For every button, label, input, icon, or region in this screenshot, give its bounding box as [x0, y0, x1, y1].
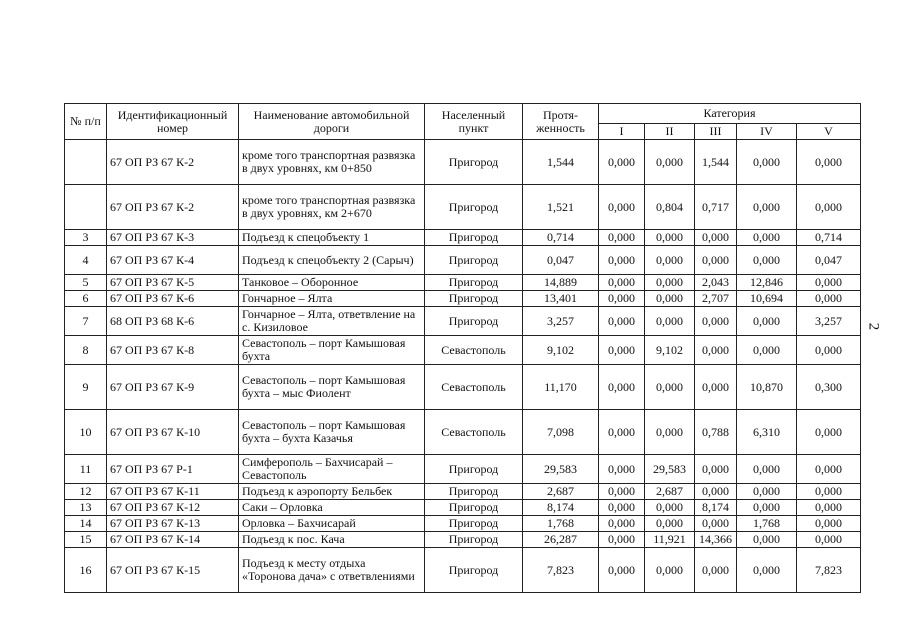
row-number: 16	[65, 548, 107, 593]
row-category-3: 0,000	[695, 516, 737, 532]
table-row	[65, 275, 861, 291]
row-length: 13,401	[523, 291, 599, 307]
row-category-4: 0,000	[737, 246, 797, 275]
row-category-3: 0,000	[695, 484, 737, 500]
row-category-2: 9,102	[645, 336, 695, 365]
row-category-3: 1,544	[695, 140, 737, 185]
row-category-3: 2,043	[695, 275, 737, 291]
row-road-name: Подъезд к пос. Кача	[239, 532, 425, 548]
row-place: Пригород	[425, 275, 523, 291]
table-row	[65, 336, 861, 365]
header-category: Категория	[599, 104, 861, 124]
row-length: 14,889	[523, 275, 599, 291]
row-category-4: 0,000	[737, 185, 797, 230]
row-category-2: 0,000	[645, 307, 695, 336]
row-category-1: 0,000	[599, 307, 645, 336]
row-length: 0,047	[523, 246, 599, 275]
row-category-2: 0,000	[645, 275, 695, 291]
row-category-4: 0,000	[737, 484, 797, 500]
row-number: 14	[65, 516, 107, 532]
row-id: 68 ОП РЗ 68 К-6	[107, 307, 239, 336]
row-road-name: кроме того транспортная развязка в двух уровнях, км 2+670	[239, 185, 425, 230]
row-category-2: 0,804	[645, 185, 695, 230]
row-number: 11	[65, 455, 107, 484]
row-place: Пригород	[425, 185, 523, 230]
table-row	[65, 185, 861, 230]
row-number	[65, 185, 107, 230]
row-length: 26,287	[523, 532, 599, 548]
row-category-5: 0,047	[797, 246, 861, 275]
row-category-1: 0,000	[599, 275, 645, 291]
row-road-name: Танковое – Оборонное	[239, 275, 425, 291]
table-row	[65, 291, 861, 307]
row-category-1: 0,000	[599, 455, 645, 484]
row-id: 67 ОП РЗ 67 К-4	[107, 246, 239, 275]
row-length: 1,521	[523, 185, 599, 230]
row-road-name: Подъезд к спецобъекту 2 (Сарыч)	[239, 246, 425, 275]
row-place: Пригород	[425, 532, 523, 548]
row-number: 7	[65, 307, 107, 336]
row-category-5: 0,000	[797, 185, 861, 230]
header-category-4: IV	[737, 124, 797, 140]
table-row	[65, 500, 861, 516]
header-num: № п/п	[65, 104, 107, 140]
row-category-4: 0,000	[737, 307, 797, 336]
row-number: 15	[65, 532, 107, 548]
header-id: Идентификационный номер	[107, 104, 239, 140]
row-road-name: Гончарное – Ялта, ответвление на с. Кизиловое	[239, 307, 425, 336]
table-row	[65, 246, 861, 275]
row-id: 67 ОП РЗ 67 К-8	[107, 336, 239, 365]
row-category-2: 11,921	[645, 532, 695, 548]
row-road-name: Севастополь – порт Камышовая бухта	[239, 336, 425, 365]
row-category-5: 0,000	[797, 500, 861, 516]
row-category-4: 12,846	[737, 275, 797, 291]
row-category-2: 2,687	[645, 484, 695, 500]
row-id: 67 ОП РЗ 67 К-13	[107, 516, 239, 532]
row-category-5: 0,000	[797, 336, 861, 365]
row-category-1: 0,000	[599, 500, 645, 516]
row-place: Пригород	[425, 230, 523, 246]
row-road-name: Севастополь – порт Камышовая бухта – бухта Казачья	[239, 410, 425, 455]
row-number: 4	[65, 246, 107, 275]
row-number: 3	[65, 230, 107, 246]
roads-table	[64, 103, 861, 593]
row-place: Севастополь	[425, 365, 523, 410]
row-category-1: 0,000	[599, 291, 645, 307]
row-category-1: 0,000	[599, 140, 645, 185]
row-category-5: 0,000	[797, 532, 861, 548]
header-category-3: III	[695, 124, 737, 140]
row-id: 67 ОП РЗ 67 К-3	[107, 230, 239, 246]
table-row	[65, 455, 861, 484]
row-category-4: 10,694	[737, 291, 797, 307]
row-length: 2,687	[523, 484, 599, 500]
row-category-3: 14,366	[695, 532, 737, 548]
row-category-1: 0,000	[599, 365, 645, 410]
row-category-5: 0,714	[797, 230, 861, 246]
row-category-1: 0,000	[599, 185, 645, 230]
row-number: 5	[65, 275, 107, 291]
row-length: 1,544	[523, 140, 599, 185]
row-category-2: 0,000	[645, 230, 695, 246]
row-category-4: 0,000	[737, 532, 797, 548]
row-id: 67 ОП РЗ 67 К-14	[107, 532, 239, 548]
row-category-4: 1,768	[737, 516, 797, 532]
row-road-name: Севастополь – порт Камышовая бухта – мыс Фиолент	[239, 365, 425, 410]
row-length: 1,768	[523, 516, 599, 532]
row-length: 0,714	[523, 230, 599, 246]
row-length: 7,823	[523, 548, 599, 593]
row-category-3: 0,000	[695, 548, 737, 593]
row-place: Пригород	[425, 484, 523, 500]
table-row	[65, 230, 861, 246]
row-number: 10	[65, 410, 107, 455]
table-row	[65, 140, 861, 185]
table-row	[65, 410, 861, 455]
row-category-2: 0,000	[645, 500, 695, 516]
row-id: 67 ОП РЗ 67 К-2	[107, 185, 239, 230]
table-row	[65, 516, 861, 532]
row-road-name: кроме того транспортная развязка в двух уровнях, км 0+850	[239, 140, 425, 185]
row-length: 11,170	[523, 365, 599, 410]
row-category-3: 0,000	[695, 365, 737, 410]
row-length: 7,098	[523, 410, 599, 455]
table-row	[65, 307, 861, 336]
row-category-4: 6,310	[737, 410, 797, 455]
header-length: Протя-женность	[523, 104, 599, 140]
row-category-2: 0,000	[645, 410, 695, 455]
row-category-1: 0,000	[599, 246, 645, 275]
row-category-1: 0,000	[599, 230, 645, 246]
row-category-2: 0,000	[645, 140, 695, 185]
row-category-5: 0,000	[797, 291, 861, 307]
header-category-2: II	[645, 124, 695, 140]
table-row	[65, 365, 861, 410]
row-category-5: 7,823	[797, 548, 861, 593]
row-category-3: 0,000	[695, 336, 737, 365]
row-id: 67 ОП РЗ 67 Р-1	[107, 455, 239, 484]
row-number: 12	[65, 484, 107, 500]
row-category-1: 0,000	[599, 516, 645, 532]
table-row	[65, 532, 861, 548]
row-road-name: Орловка – Бахчисарай	[239, 516, 425, 532]
row-category-1: 0,000	[599, 532, 645, 548]
row-category-5: 0,000	[797, 410, 861, 455]
row-place: Пригород	[425, 548, 523, 593]
row-place: Севастополь	[425, 410, 523, 455]
row-road-name: Саки – Орловка	[239, 500, 425, 516]
row-id: 67 ОП РЗ 67 К-10	[107, 410, 239, 455]
row-category-5: 0,000	[797, 455, 861, 484]
row-road-name: Симферополь – Бахчисарай – Севастополь	[239, 455, 425, 484]
table-row	[65, 548, 861, 593]
row-place: Пригород	[425, 455, 523, 484]
row-category-5: 0,000	[797, 516, 861, 532]
row-category-4: 0,000	[737, 140, 797, 185]
row-length: 3,257	[523, 307, 599, 336]
row-category-4: 0,000	[737, 500, 797, 516]
header-place: Населенный пункт	[425, 104, 523, 140]
row-id: 67 ОП РЗ 67 К-2	[107, 140, 239, 185]
row-category-4: 0,000	[737, 548, 797, 593]
table-body	[65, 140, 861, 593]
row-length: 8,174	[523, 500, 599, 516]
row-category-2: 0,000	[645, 246, 695, 275]
row-id: 67 ОП РЗ 67 К-11	[107, 484, 239, 500]
row-category-2: 0,000	[645, 365, 695, 410]
row-category-3: 2,707	[695, 291, 737, 307]
row-place: Севастополь	[425, 336, 523, 365]
row-category-4: 0,000	[737, 336, 797, 365]
row-road-name: Подъезд к аэропорту Бельбек	[239, 484, 425, 500]
row-id: 67 ОП РЗ 67 К-5	[107, 275, 239, 291]
header-category-1: I	[599, 124, 645, 140]
row-category-4: 0,000	[737, 455, 797, 484]
row-length: 29,583	[523, 455, 599, 484]
row-road-name: Подъезд к спецобъекту 1	[239, 230, 425, 246]
row-category-5: 3,257	[797, 307, 861, 336]
page-number: 2	[865, 322, 882, 331]
row-road-name: Гончарное – Ялта	[239, 291, 425, 307]
row-place: Пригород	[425, 307, 523, 336]
table-row	[65, 484, 861, 500]
row-category-2: 0,000	[645, 291, 695, 307]
row-category-1: 0,000	[599, 410, 645, 455]
row-category-1: 0,000	[599, 548, 645, 593]
row-number	[65, 140, 107, 185]
row-category-3: 0,000	[695, 246, 737, 275]
header-name: Наименование автомобильной дороги	[239, 104, 425, 140]
row-id: 67 ОП РЗ 67 К-12	[107, 500, 239, 516]
row-category-2: 0,000	[645, 516, 695, 532]
row-place: Пригород	[425, 516, 523, 532]
row-number: 6	[65, 291, 107, 307]
row-category-1: 0,000	[599, 336, 645, 365]
row-place: Пригород	[425, 140, 523, 185]
row-number: 8	[65, 336, 107, 365]
row-category-4: 0,000	[737, 230, 797, 246]
row-category-5: 0,000	[797, 140, 861, 185]
row-number: 9	[65, 365, 107, 410]
row-place: Пригород	[425, 291, 523, 307]
row-category-3: 8,174	[695, 500, 737, 516]
row-category-3: 0,000	[695, 307, 737, 336]
row-category-3: 0,000	[695, 230, 737, 246]
row-category-3: 0,788	[695, 410, 737, 455]
row-number: 13	[65, 500, 107, 516]
row-category-1: 0,000	[599, 484, 645, 500]
row-length: 9,102	[523, 336, 599, 365]
header-category-5: V	[797, 124, 861, 140]
row-category-3: 0,000	[695, 455, 737, 484]
row-category-2: 0,000	[645, 548, 695, 593]
row-place: Пригород	[425, 246, 523, 275]
row-id: 67 ОП РЗ 67 К-6	[107, 291, 239, 307]
row-category-4: 10,870	[737, 365, 797, 410]
row-place: Пригород	[425, 500, 523, 516]
row-category-5: 0,000	[797, 484, 861, 500]
row-category-2: 29,583	[645, 455, 695, 484]
row-category-5: 0,000	[797, 275, 861, 291]
row-id: 67 ОП РЗ 67 К-15	[107, 548, 239, 593]
row-id: 67 ОП РЗ 67 К-9	[107, 365, 239, 410]
row-road-name: Подъезд к месту отдыха «Торонова дача» с ответвлениями	[239, 548, 425, 593]
row-category-3: 0,717	[695, 185, 737, 230]
row-category-5: 0,300	[797, 365, 861, 410]
